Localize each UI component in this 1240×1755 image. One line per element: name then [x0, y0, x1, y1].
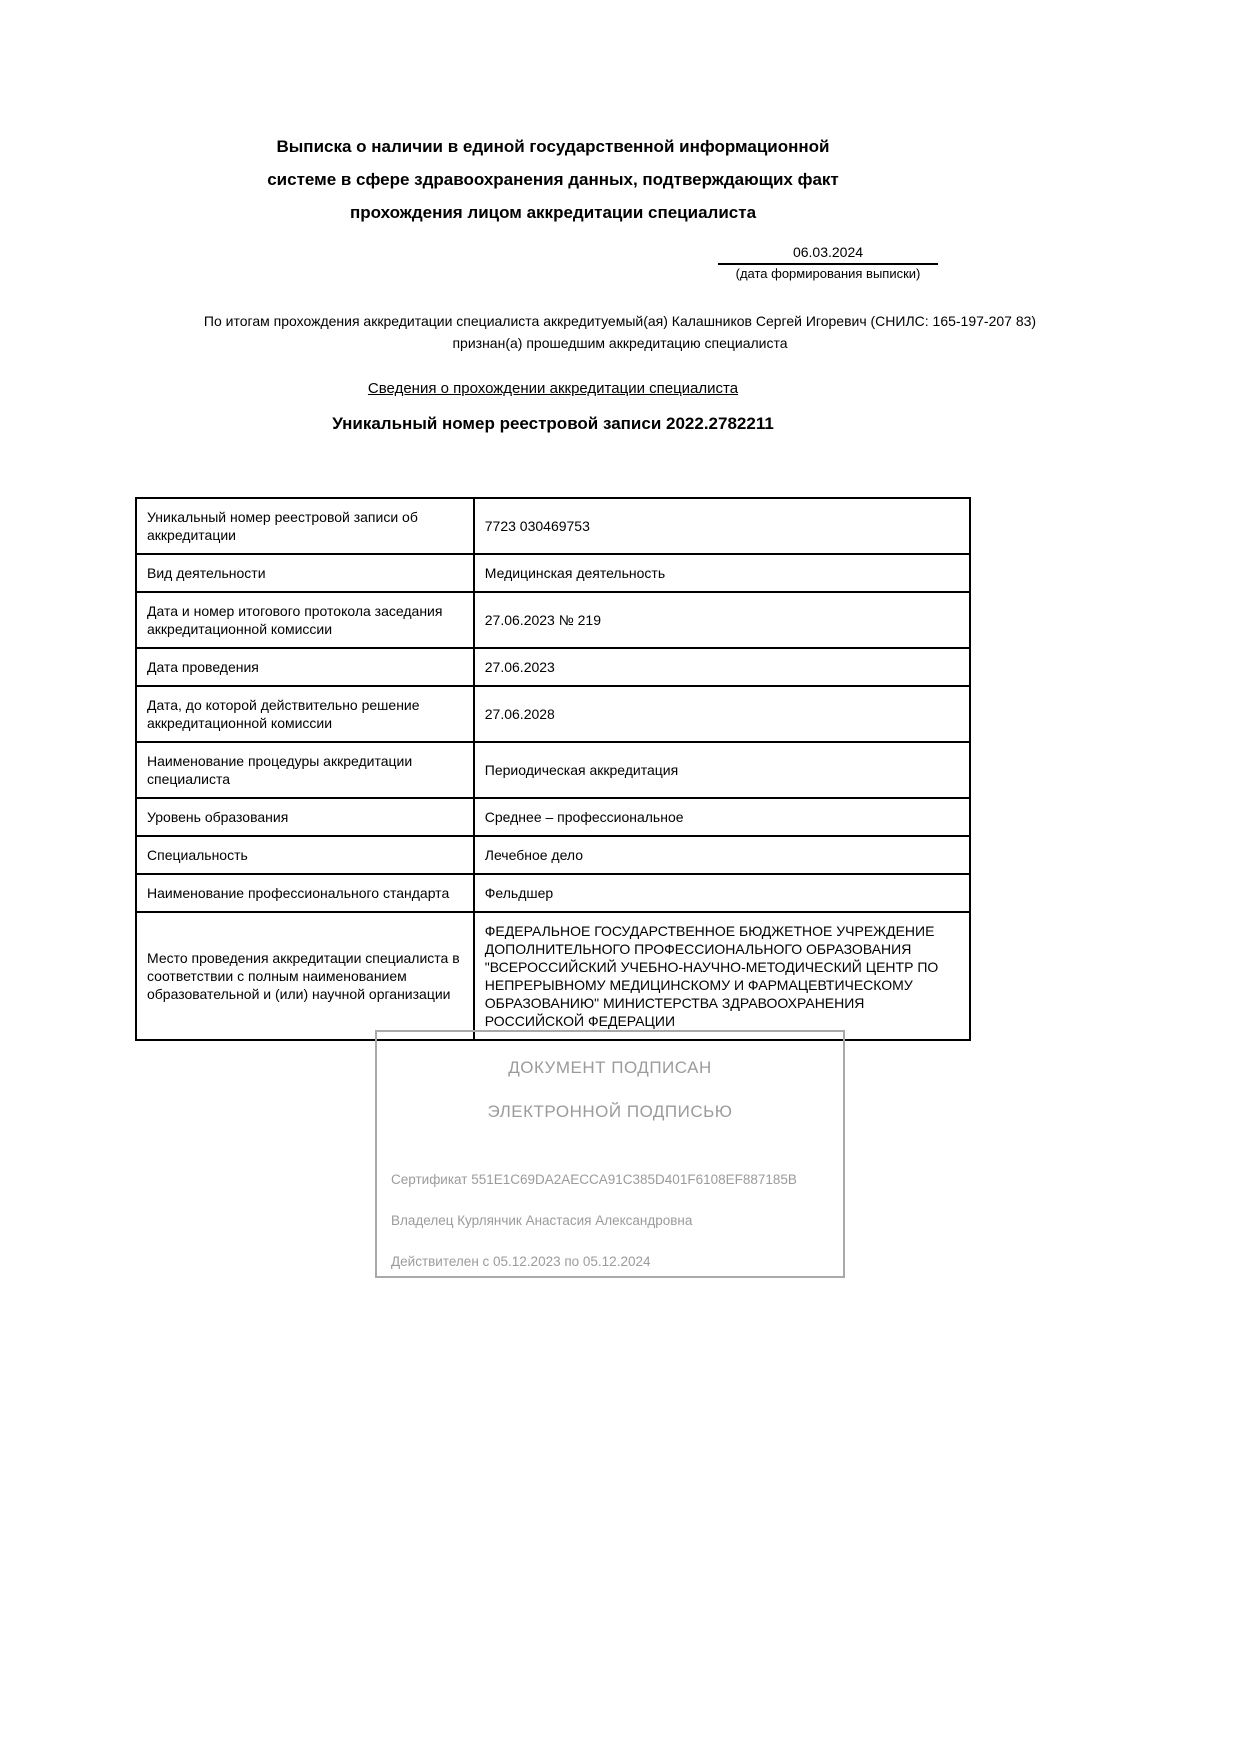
row-value: ФЕДЕРАЛЬНОЕ ГОСУДАРСТВЕННОЕ БЮДЖЕТНОЕ УЧРЕЖДЕНИЕ ДОПОЛНИТЕЛЬНОГО ПРОФЕССИОНАЛЬНОГО ОБРАЗОВАНИЯ "ВСЕРОССИЙСКИЙ УЧЕБНО-НАУЧНО-МЕТОДИЧЕСКИЙ ЦЕНТР ПО НЕПРЕРЫВНОМУ МЕДИЦИНСКОМУ И ФАРМАЦЕВТИЧЕСКОМУ ОБРАЗОВАНИЮ" МИНИСТЕРСТВА ЗДРАВООХРАНЕНИЯ РОССИЙСКОЙ ФЕДЕРАЦИИ	[474, 912, 970, 1040]
title-line-2: системе в сфере здравоохранения данных, подтверждающих факт	[267, 170, 839, 189]
row-label: Дата и номер итогового протокола заседания аккредитационной комиссии	[136, 592, 474, 648]
extract-date-block	[718, 244, 938, 281]
row-value: 7723 030469753	[474, 498, 970, 554]
row-value: Периодическая аккредитация	[474, 742, 970, 798]
row-value: Фельдшер	[474, 874, 970, 912]
signature-owner: Владелец Курлянчик Анастасия Александровна	[391, 1213, 693, 1228]
table-row	[136, 554, 970, 592]
table-row	[136, 836, 970, 874]
table-row	[136, 498, 970, 554]
signature-validity: Действителен с 05.12.2023 по 05.12.2024	[391, 1254, 651, 1269]
row-value: Среднее – профессиональное	[474, 798, 970, 836]
document-title	[135, 130, 971, 229]
title-line-3: прохождения лицом аккредитации специалиста	[349, 203, 757, 222]
table-row	[136, 648, 970, 686]
intro-line-2: признан(а) прошедшим аккредитацию специалиста	[452, 335, 788, 351]
row-value: 27.06.2023	[474, 648, 970, 686]
record-number-heading: Уникальный номер реестровой записи 2022.2782211	[332, 414, 774, 433]
row-label: Уровень образования	[136, 798, 474, 836]
row-label: Место проведения аккредитации специалиста в соответствии с полным наименованием образовательной и (или) научной организации	[136, 912, 474, 1040]
signature-heading-line-2: ЭЛЕКТРОННОЙ ПОДПИСЬЮ	[487, 1102, 733, 1121]
table-row	[136, 912, 970, 1040]
row-label: Дата, до которой действительно решение аккредитационной комиссии	[136, 686, 474, 742]
row-value: Лечебное дело	[474, 836, 970, 874]
table-row	[136, 686, 970, 742]
signature-certificate: Сертификат 551E1C69DA2AECCA91C385D401F6108EF887185B	[391, 1172, 797, 1187]
table-row	[136, 798, 970, 836]
intro-line-1: По итогам прохождения аккредитации специалиста аккредитуемый(ая) Калашников Сергей Игоревич (СНИЛС: 165-197-207 83)	[203, 313, 1037, 329]
extract-date-caption: (дата формирования выписки)	[735, 266, 921, 281]
row-label: Вид деятельности	[136, 554, 474, 592]
accreditation-table	[135, 497, 971, 1041]
row-label: Специальность	[136, 836, 474, 874]
row-label: Дата проведения	[136, 648, 474, 686]
extract-date: 06.03.2024	[718, 244, 938, 265]
signature-heading-line-1: ДОКУМЕНТ ПОДПИСАН	[508, 1058, 712, 1077]
row-label: Уникальный номер реестровой записи об аккредитации	[136, 498, 474, 554]
row-value: 27.06.2023 № 219	[474, 592, 970, 648]
row-value: 27.06.2028	[474, 686, 970, 742]
row-label: Наименование процедуры аккредитации специалиста	[136, 742, 474, 798]
intro-paragraph	[120, 310, 1120, 354]
electronic-signature-stamp	[375, 1030, 845, 1278]
table-row	[136, 592, 970, 648]
row-value: Медицинская деятельность	[474, 554, 970, 592]
section-heading: Сведения о прохождении аккредитации специалиста	[367, 380, 739, 397]
table-row	[136, 874, 970, 912]
row-label: Наименование профессионального стандарта	[136, 874, 474, 912]
title-line-1: Выписка о наличии в единой государственной информационной	[276, 137, 830, 156]
table-row	[136, 742, 970, 798]
